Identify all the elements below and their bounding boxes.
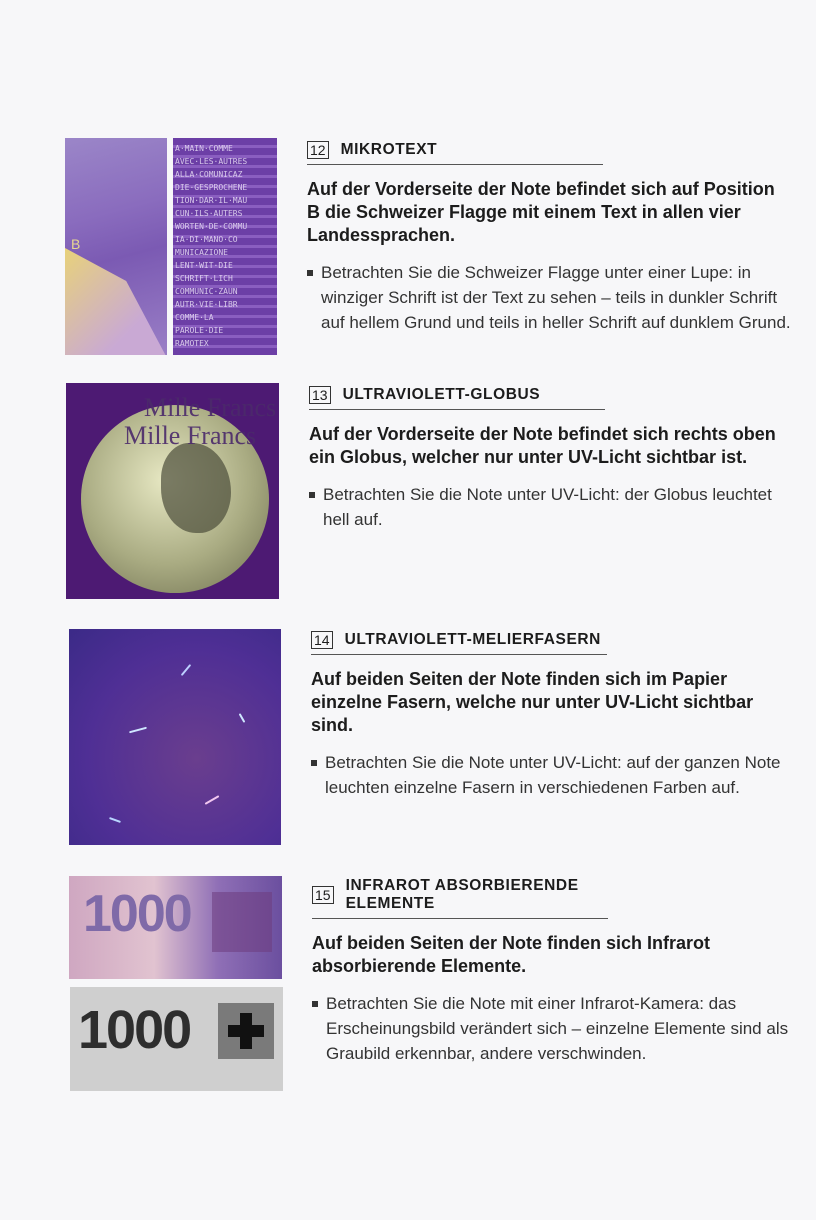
globe-text-1: Mille Francs xyxy=(144,393,277,422)
globe-text-2: Mille Francs xyxy=(124,421,257,450)
section-bullet: Betrachten Sie die Note unter UV-Licht: auf der ganzen Note leuchten einzelne Fasern in verschiedenen Farben auf. xyxy=(311,750,795,800)
section-heading xyxy=(312,877,608,919)
section-lead: Auf der Vorderseite der Note befindet sich rechts oben ein Globus, welcher nur unter UV-Licht sichtbar ist. xyxy=(309,424,776,467)
section-heading xyxy=(307,141,603,165)
fiber xyxy=(109,817,121,823)
fiber xyxy=(181,664,192,676)
swiss-cross-color xyxy=(212,892,272,952)
section-number: 15 xyxy=(312,886,334,904)
section-lead: Auf der Vorderseite der Note befindet sich auf Position B die Schweizer Flagge mit einem Text in allen vier Landessprachen. xyxy=(307,179,775,245)
position-letter: B xyxy=(71,236,81,252)
flag-yellow-area xyxy=(65,248,167,355)
section-lead: Auf beiden Seiten der Note finden sich im Papier einzelne Fasern, welche nur unter UV-Licht sichtbar sind. xyxy=(311,669,754,735)
section-number: 12 xyxy=(307,141,329,159)
microtext-zoom-image xyxy=(173,138,277,355)
uv-globe-image xyxy=(66,383,279,599)
section-number: 14 xyxy=(311,631,333,649)
note-infrared-image xyxy=(70,987,283,1091)
section-heading xyxy=(309,386,605,410)
section-infrarot xyxy=(312,877,796,1066)
section-bullet: Betrachten Sie die Note mit einer Infrarot-Kamera: das Erscheinungsbild verändert sich – einzelne Elemente sind als Graubild erkennbar, andere verschwinden. xyxy=(312,991,796,1066)
microtext-lines: A·MAIN·COMME AVEC·LES·AUTRES ALLA·COMUNICAZ DIE·GESPROCHENE TION·DAR·IL·MAU CUN·ILS·AUTERS WORTEN·DE·COMMU IA·DI·MANO·CO MUNICAZIONE LENT·WIT·DIE SCHRIFT·LICH COMMUNIC·ZAUN AUTR·VIE·LIBR COMME·LA PAROLE·DIE RAMOTEX xyxy=(175,144,248,348)
section-title: ULTRAVIOLETT-GLOBUS xyxy=(342,386,541,403)
section-uv-globus xyxy=(309,386,793,532)
microtext-flag-image xyxy=(65,138,167,355)
swiss-cross-infrared-icon xyxy=(218,1003,274,1059)
section-heading xyxy=(311,631,607,655)
fiber xyxy=(239,713,246,723)
section-title: MIKROTEXT xyxy=(340,141,438,158)
section-lead: Auf beiden Seiten der Note finden sich Infrarot absorbierende Elemente. xyxy=(312,933,711,976)
note-visible-light-image xyxy=(69,876,282,979)
note-value-color: 1000 xyxy=(83,885,191,943)
uv-fibers-image xyxy=(69,629,281,845)
note-value-infrared: 1000 xyxy=(78,1000,191,1060)
section-uv-melierfasern xyxy=(311,631,795,800)
fiber xyxy=(205,795,220,805)
section-bullet: Betrachten Sie die Schweizer Flagge unter einer Lupe: in winziger Schrift ist der Text zu sehen – teils in dunkler Schrift auf hellem Grund und teils in heller Schrift auf dunklem Grund. xyxy=(307,260,791,335)
section-bullet: Betrachten Sie die Note unter UV-Licht: der Globus leuchtet hell auf. xyxy=(309,482,793,532)
section-mikrotext xyxy=(307,141,791,335)
section-number: 13 xyxy=(309,386,331,404)
section-title: INFRAROT ABSORBIERENDE ELEMENTE xyxy=(345,877,579,912)
section-title: ULTRAVIOLETT-MELIERFASERN xyxy=(344,631,601,648)
fiber xyxy=(129,727,147,734)
